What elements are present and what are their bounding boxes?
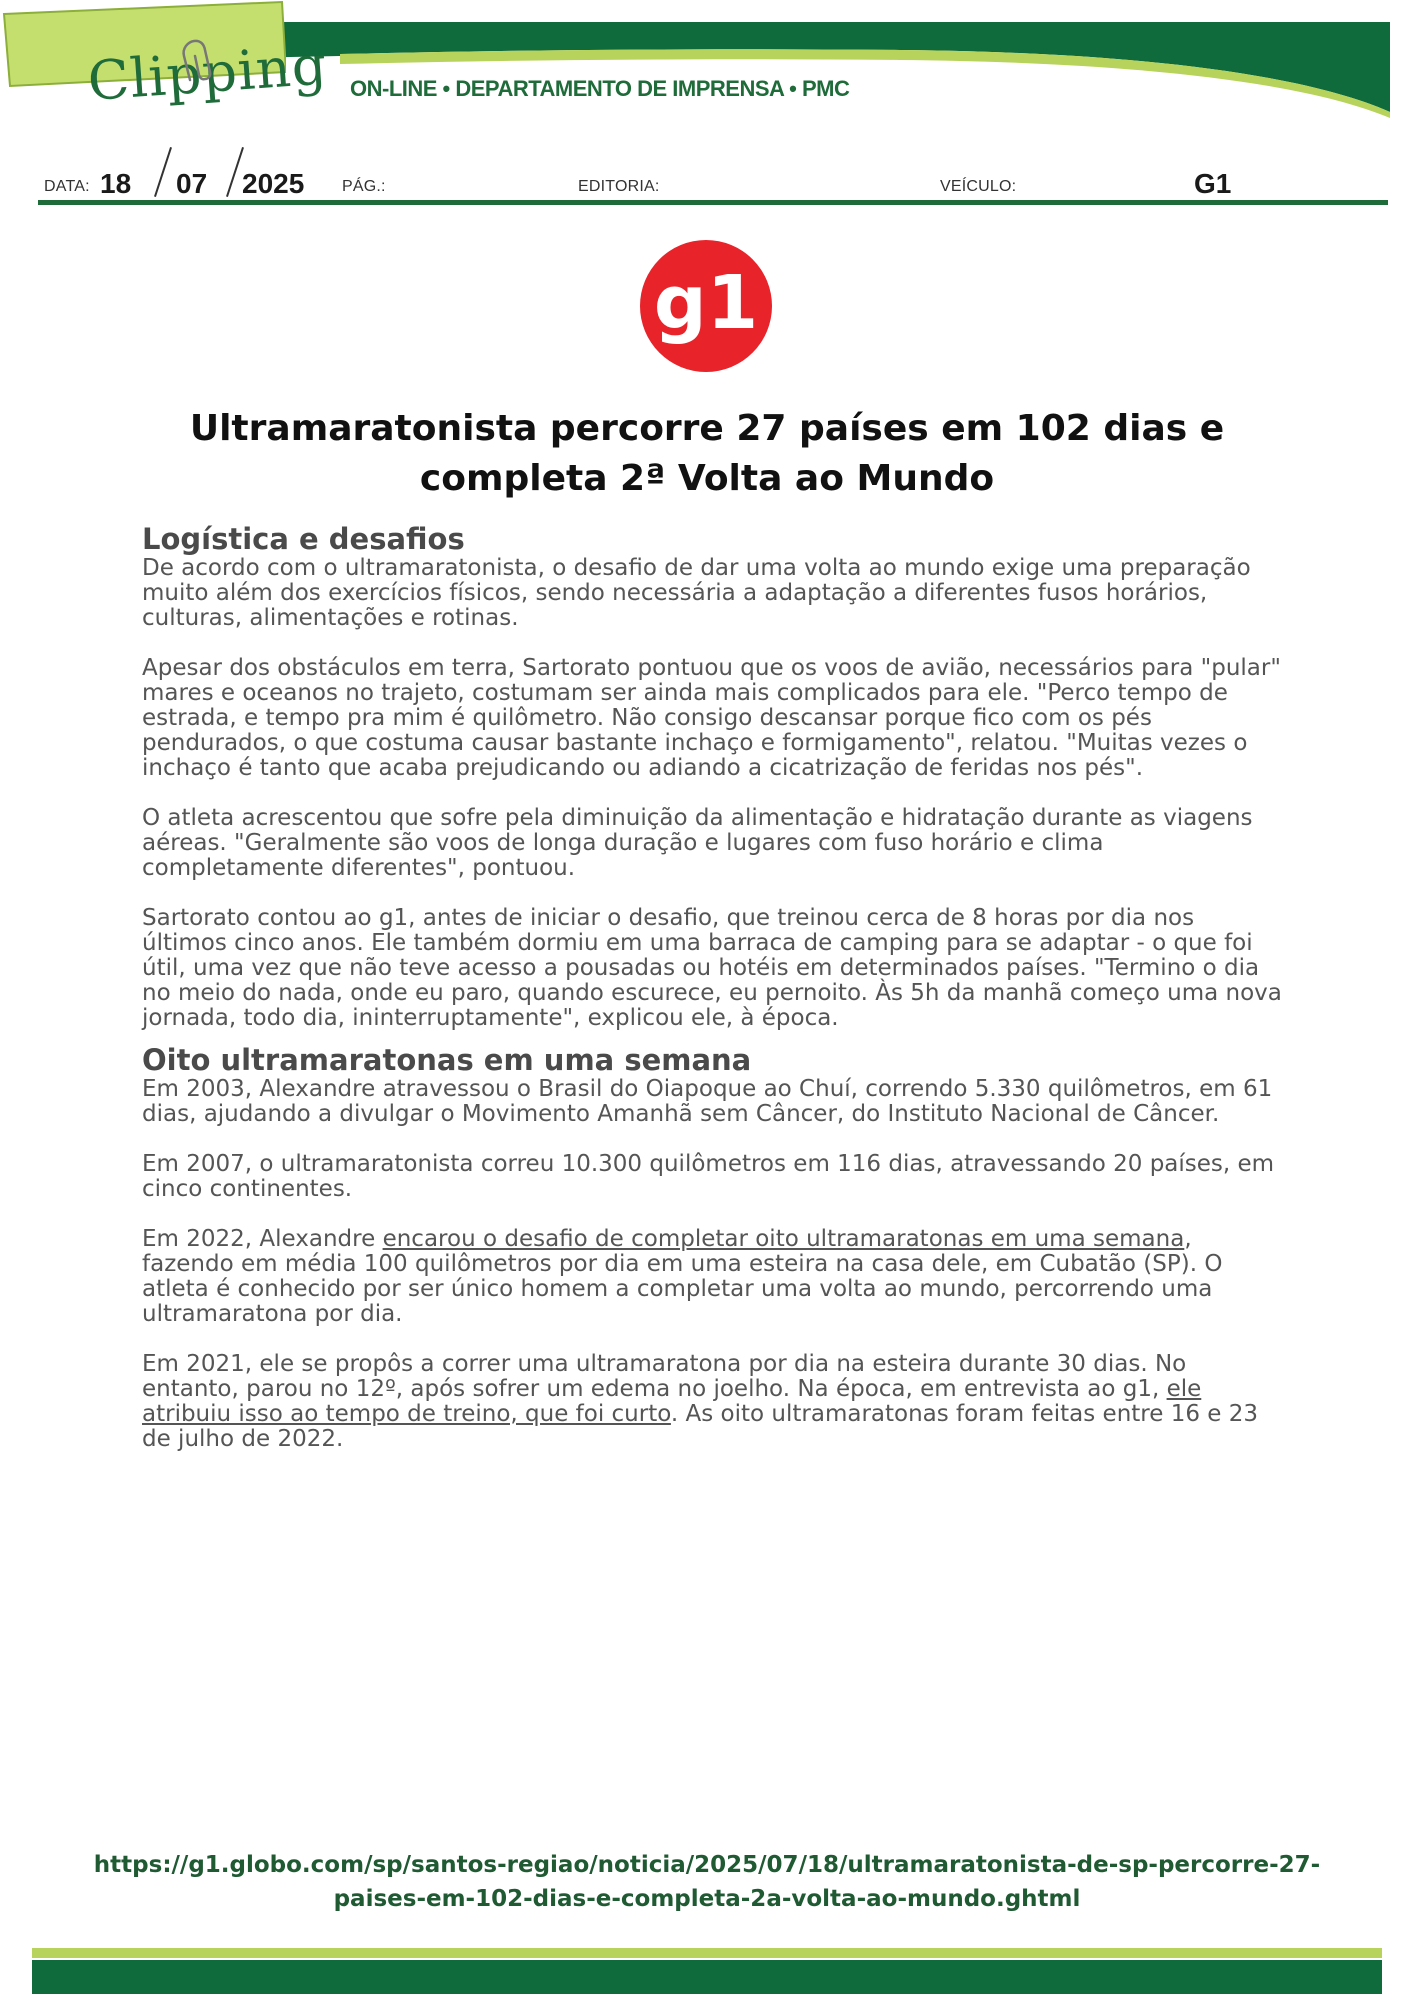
date-month: 07 (176, 168, 208, 199)
paragraph: Apesar dos obstáculos em terra, Sartorato pontuou que os voos de avião, necessários para "pular" mares e oceanos no trajeto, costumam ser ainda mais complicados para ele. "Perco tempo de estrada, e tempo pra mim é quilômetro. Não consigo descansar porque fico com os pés pendurados, o que costuma causar bastante inchaço e formigamento", relatou. "Muitas vezes o inchaço é tanto que acaba prejudicando ou adiando a cicatrização de feridas nos pés". (142, 655, 1281, 781)
clipping-header (0, 0, 1414, 220)
clipping-meta-row (38, 150, 1388, 202)
paragraph-text: . As oito ultramaratonas foram feitas entre 16 e 23 de julho de 2022. (142, 1401, 1259, 1452)
section-title-oito-ultramaratonas: Oito ultramaratonas em uma semana (142, 1043, 752, 1077)
editoria-label: EDITORIA: (578, 178, 660, 195)
header-rule (38, 200, 1388, 205)
paragraph: O atleta acrescentou que sofre pela diminuição da alimentação e hidratação durante as viagens aéreas. "Geralmente são voos de longa duração e lugares com fuso horário e clima completamente diferentes", pontuou. (142, 805, 1253, 881)
g1-logo-text: g1 (653, 260, 759, 346)
veiculo-label: VEÍCULO: (940, 178, 1017, 195)
source-url-line-2: paises-em-102-dias-e-completa-2a-volta-ao-mundo.ghtml (333, 1886, 1081, 1912)
date-day: 18 (100, 168, 132, 199)
paragraph-text: Em 2021, ele se propôs a correr uma ultramaratona por dia na esteira durante 30 dias. No entanto, parou no 12º, após sofrer um edema no joelho. Na época, em entrevista ao g1, (142, 1351, 1187, 1402)
paragraph (142, 1227, 1282, 1327)
g1-logo (640, 240, 772, 372)
headline-line-1: Ultramaratonista percorre 27 países em 102 dias e (189, 408, 1225, 449)
paragraph: Sartorato contou ao g1, antes de iniciar o desafio, que treinou cerca de 8 horas por dia nos últimos cinco anos. Ele também dormiu em uma barraca de camping para se adaptar - o que foi útil, uma vez que não teve acesso a pousadas ou hotéis em determinados países. "Termino o dia no meio do nada, onde eu paro, quando escurece, eu pernoito. Às 5h da manhã começo uma nova jornada, todo dia, ininterruptamente", explicou ele, à época. (142, 905, 1282, 1031)
paragraph-text: Em 2022, Alexandre (142, 1226, 383, 1252)
date-separator (154, 147, 172, 197)
paragraph-text: , fazendo em média 100 quilômetros por dia em uma esteira na casa dele, em Cubatão (SP). O atleta é conhecido por ser único homem a completar uma volta ao mundo, percorrendo uma ultramaratona por dia. (142, 1226, 1223, 1327)
source-url-line-1: https://g1.globo.com/sp/santos-regiao/noticia/2025/07/18/ultramaratonista-de-sp-percorre-27- (93, 1852, 1321, 1878)
section-title-logistica: Logística e desafios (142, 522, 465, 556)
paragraph (142, 1352, 1282, 1452)
article-headline (180, 404, 1234, 504)
footer-lime-stripe (32, 1948, 1382, 1958)
link-oito-ultramaratonas[interactable]: encarou o desafio de completar oito ultramaratonas em uma semana (382, 1226, 1185, 1252)
headline-line-2: completa 2ª Volta ao Mundo (419, 458, 995, 499)
brand-word: Clipping (85, 33, 330, 113)
source-url (90, 1848, 1324, 1916)
pag-label: PÁG.: (342, 178, 386, 195)
paragraph: Em 2003, Alexandre atravessou o Brasil do Oiapoque ao Chuí, correndo 5.330 quilômetros, em 61 dias, ajudando a divulgar o Movimento Amanhã sem Câncer, do Instituto Nacional de Câncer. (142, 1076, 1273, 1127)
date-year: 2025 (242, 168, 305, 199)
paragraph: De acordo com o ultramaratonista, o desafio de dar uma volta ao mundo exige uma preparação muito além dos exercícios físicos, sendo necessária a adaptação a diferentes fusos horários, culturas, alimentações e rotinas. (142, 555, 1251, 631)
link-tempo-de-treino[interactable]: ele atribuiu isso ao tempo de treino, que foi curto (142, 1376, 1202, 1427)
footer-green-band (32, 1960, 1382, 1994)
paperclip-icon (180, 36, 216, 84)
article-body (142, 522, 1282, 1477)
paragraph: Em 2007, o ultramaratonista correu 10.300 quilômetros em 116 dias, atravessando 20 países, em cinco continentes. (142, 1151, 1275, 1202)
department-label: ON-LINE • DEPARTAMENTO DE IMPRENSA • PMC (350, 76, 850, 101)
data-label: DATA: (44, 178, 90, 195)
veiculo-value: G1 (1194, 168, 1232, 199)
